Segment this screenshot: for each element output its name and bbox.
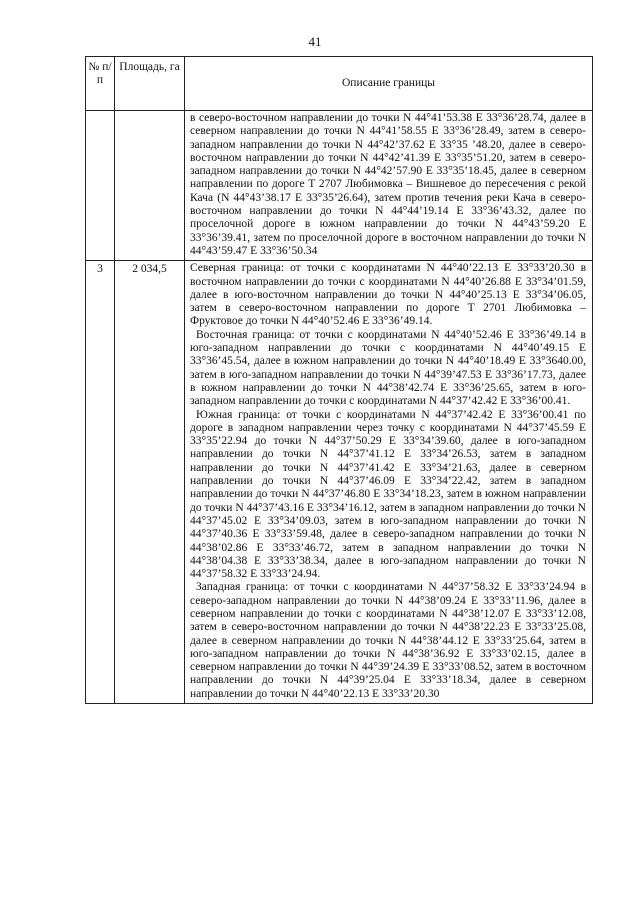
eastern-border-paragraph: Восточная граница: от точки с координатами N 44°40’52.46 E 33°36’49.14 в юго-западном направлении до точки с координатами N 44°40’49.15 E 33°36’45.54, далее в южном направлении до точки N 44°40’18.49 E 33°3640.00, затем в юго-западном направлении до точки N 44°39’47.53 E 33°36’17.73, далее в южном направлении до точки N 44°38’42.74 E 33°36’25.65, затем в юго-западном направлении до точки с координатами N 44°37’42.42 E 33°36’00.41. [190,328,586,408]
table-row [86,111,593,261]
table-header-row [86,57,593,111]
row-number [86,111,115,261]
page-number: 41 [308,34,322,49]
border-description-table [85,56,593,704]
header-number: № п/п [86,57,115,111]
row-area: 2 034,5 [115,261,185,704]
description-paragraph: в северо-восточном направлении до точки N 44°41’53.38 E 33°36’28.74, далее в северном направлении до точки N 44°41’58.55 E 33°36’28.49, затем в северо-западном направлении до точки N 44°42’37.62 E 33°35 ’48.20, далее в северо-восточном направлении до точки N 44°42’41.39 E 33°35’51.20, затем в северо-западном направлении до точки N 44°42’57.90 E 33°35’18.45, далее в северном направлении по дороге Т 2707 Любимовка – Вишневое до пересечения с рекой Кача (N 44°43’38.17 E 33°35’26.64), затем против течения реки Кача в северо-восточном направлении до точки N 44°44’19.14 E 33°36’43.32, далее по проселочной дороге в южном направлении до точки N 44°43’59.20 E 33°36’39.41, затем по проселочной дороге в восточном направлении до точки N 44°43’59.47 E 33°36’50.34 [190,112,586,257]
row-description [185,111,593,261]
northern-border-paragraph: Северная граница: от точки с координатами N 44°40’22.13 E 33°33’20.30 в восточном направлении до точки с координатами N 44°40’26.88 E 33°34’01.59, далее в юго-восточном направлении до точки N 44°40’25.13 E 33°34’06.05, затем в северо-восточном направлении по дороге Т 2701 Любимовка – Фруктовое до точки N 44°40’52.46 E 33°36’49.14. [190,262,586,328]
table-row [86,261,593,704]
western-border-paragraph: Западная граница: от точки с координатами N 44°37’58.32 E 33°33’24.94 в северо-западном направлении до точки N 44°38’09.24 E 33°33’11.96, далее в северном направлении до точки с координатами N 44°38’12.07 E 33°33’12.08, затем в северо-восточном направлении до точки N 44°38’22.23 E 33°33’25.08, далее в северном направлении до точки N 44°38’44.12 E 33°33’25.64, затем в юго-западном направлении до точки N 44°38’36.92 E 33°33’02.15, далее в северном направлении до точки N 44°39’24.39 E 33°33’08.52, затем в восточном направлении до точки N 44°39’25.04 E 33°33’18.34, далее в северном направлении до точки N 44°40’22.13 E 33°33’20.30 [190,581,586,700]
header-description: Описание границы [185,57,593,111]
row-number: 3 [86,261,115,704]
southern-border-paragraph: Южная граница: от точки с координатами N 44°37’42.42 E 33°36’00.41 по дороге в западном направлении через точку с координатами N 44°37’45.59 E 33°35’22.94 до точки N 44°37’50.29 E 33°34’39.60, далее в юго-западном направлении до точки N 44°37’41.12 E 33°34’26.53, затем в западном направлении до точки N 44°37’41.42 E 33°34’21.63, далее в северном направлении до точки N 44°37’46.09 E 33°34’22.42, затем в западном направлении до точки N 44°37’46.80 E 33°34’18.23, затем в южном направлении до точки N 44°37’43.16 E 33°34’16.12, затем в западном направлении до точки N 44°37’45.02 E 33°34’09.03, затем в юго-западном направлении до точки N 44°37’40.36 E 33°33’59.48, далее в северо-западном направлении до точки N 44°38’02.86 E 33°33’46.72, затем в западном направлении до точки N 44°38’04.38 E 33°33’38.34, далее в юго-западном направлении до точки N 44°37’58.32 E 33°33’24.94. [190,408,586,581]
header-area: Площадь, га [115,57,185,111]
row-area [115,111,185,261]
row-description [185,261,593,704]
